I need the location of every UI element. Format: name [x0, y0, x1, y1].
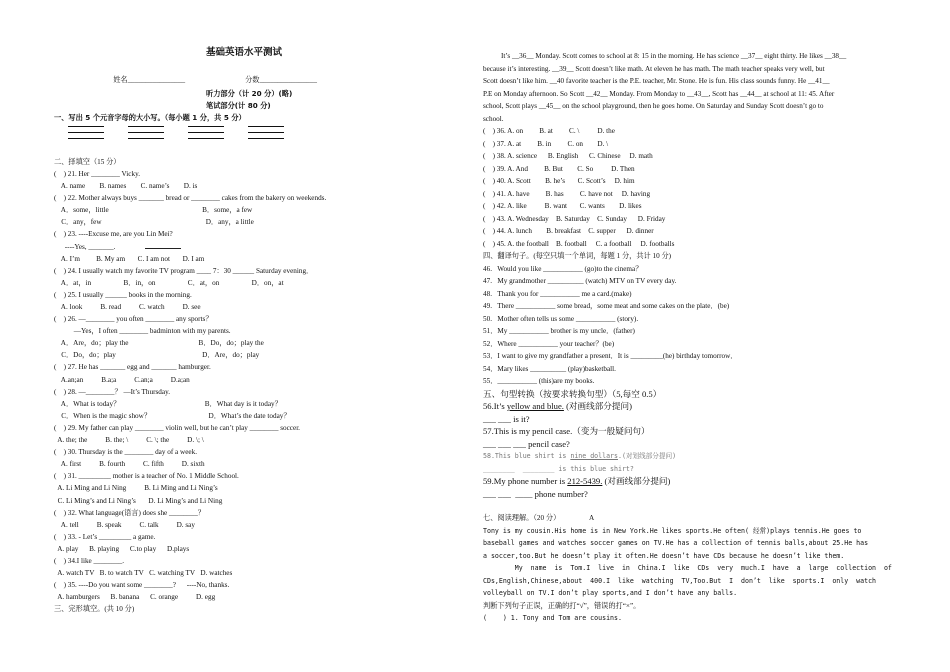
option-line: ( ) 38. A. science B. English C. Chinese D. math: [483, 152, 653, 160]
question-line: A. first B. fourth C. fifth D. sixth: [54, 460, 205, 469]
q59-underlined: 212-5439.: [567, 476, 603, 486]
question-line: ( ) 32. What language(语言) does she ________？: [54, 508, 205, 517]
reading-line: baseball games and watches soccer games on TV.He has a collection of tennis balls,about 25.He has: [483, 539, 869, 547]
q59-answer: ___ ___ ____ phone number?: [483, 488, 588, 499]
reading-line: CDs,English,Chinese,about 400.I like watching TV,Too.But I don’t like sports.I only watch: [483, 576, 877, 585]
passage-line: school, Scott plays __45__ on the school playground, then he goes home. On Saturday and Sunday Scott doesn’t go to: [483, 102, 824, 110]
name-score-line: [54, 62, 474, 84]
question-line: A. tell B. speak C. talk D. say: [54, 520, 195, 529]
section-7-header: 七、阅读理解。（20 分） A: [483, 514, 595, 522]
question-line: A．What is today？ B．What day is it today？: [54, 399, 282, 408]
section-5-header: 五、句型转换（按要求转换句型）（5,每空 0.5）: [483, 388, 662, 399]
translate-line: 51．My ___________ brother is my uncle．(father): [483, 327, 635, 335]
option-line: ( ) 40. A. Scott B. he’s C. Scott’s D. him: [483, 177, 635, 185]
q58-answer: ________ ________ is this blue shirt?: [483, 464, 634, 473]
translate-line: 55．___________ (this)are my books.: [483, 377, 595, 385]
question-line: [54, 241, 474, 253]
question-line: A. play B. playing C.to play D.plays: [54, 544, 190, 553]
writing-header: 笔试部分(计 80 分): [206, 100, 271, 110]
passage-line: school.: [483, 114, 504, 123]
section-4-header: 四、翻译句子。(每空只填一个单词，每题 1 分，共计 10 分): [483, 252, 672, 260]
reading-line: My name is Tom.I live in China.I like CDs very much.I have a large collection of: [483, 564, 892, 572]
cloze-options: [483, 125, 903, 388]
option-line: ( ) 39. A. And B. But C. So D. Then: [483, 164, 635, 173]
option-line: ( ) 44. A. lunch B. breakfast C. supper D. dinner: [483, 227, 654, 235]
q59-tail: (对画线部分提问): [602, 476, 671, 486]
left-questions: [54, 168, 474, 615]
score-label: 分数________________: [245, 75, 317, 84]
answer-blank: [145, 241, 181, 249]
page-title: 基础英语水平测试: [205, 47, 282, 58]
question-line: ( ) 31. _________ mother is a teacher of No. 1 Middle School.: [54, 472, 239, 481]
section-3-header: 三、完形填空。(共 10 分): [54, 605, 135, 614]
question-line: ( ) 29. My father can play ________ violin well, but he can’t play ________ soccer.: [54, 423, 300, 432]
cloze-passage: [483, 50, 903, 125]
name-label: 姓名________________: [113, 75, 186, 84]
answer-text: ----Yes, _______.: [54, 242, 116, 251]
reading-line: a soccer,too.But he doesn’t play it often.He doesn’t have CDs because he doesn’t like them.: [483, 551, 845, 560]
q58-text: 58.This blue shirt is: [483, 452, 571, 460]
question-line: ( ) 22. Mother always buys _______ bread or ________ cakes from the bakery on weekends.: [54, 194, 327, 203]
q56-tail: (对画线部分提问): [563, 401, 632, 411]
option-line: ( ) 41. A. have B. has C. have not D. having: [483, 189, 651, 198]
question-line: ( ) 28. —________？ —It’s Thursday.: [54, 387, 170, 396]
question-line: ( ) 26. —________ you often ________ any sports？: [54, 315, 213, 324]
question-line: ( ) 30. Thursday is the ________ day of a week.: [54, 448, 197, 457]
translate-line: 54．Mary likes __________ (play)basketball.: [483, 364, 616, 373]
judge-instruction: 判断下列句子正误，正确的打“√”，错误的打“×”。: [483, 601, 641, 610]
translate-line: 50. Mother often tells us some ___________ (story).: [483, 314, 639, 323]
q56-text: 56.It’s: [483, 401, 507, 411]
q57-line: 57.This is my pencil case.（变为一般疑问句）: [483, 426, 650, 436]
translate-line: 49. There ___________ some bread，some meat and some cakes on the plate．(be): [483, 302, 730, 310]
question-line: ( ) 35. ----Do you want some ________? ----No, thanks.: [54, 581, 230, 590]
q59-line: [483, 475, 903, 488]
question-line: ( ) 23. ----Excuse me, are you Lin Mei?: [54, 230, 173, 239]
question-line: A. watch TV B. to watch TV C. watching TV D. watches: [54, 569, 233, 578]
passage-line: It’s __36__ Monday. Scott comes to school at 8: 15 in the morning. He has science __37__ eight thirty. He likes __38__: [501, 52, 847, 60]
q58-tail: .(对划线部分提问): [617, 452, 677, 460]
question-line: A. look B. read C. watch D. see: [54, 303, 201, 311]
q56-underlined: yellow and blue.: [506, 401, 564, 411]
translate-line: 48. Thank you for ___________ me a card.(make): [483, 289, 632, 298]
question-line: ( ) 24. I usually watch my favorite TV program ____ 7：30 ______ Saturday evening．: [54, 266, 314, 275]
question-line: C．Do，do；play D．Are，do；play: [54, 351, 260, 360]
judge-question: ( ) 1. Tony and Tom are cousins.: [483, 614, 622, 622]
option-line: ( ) 42. A. like B. want C. wants D. likes: [483, 202, 642, 210]
listening-header: 听力部分（计 20 分）(略): [206, 88, 293, 98]
question-line: A.an;an B.a;a C.an;a D.a;an: [54, 375, 190, 384]
option-line: ( ) 43. A. Wednesday B. Saturday C. Sunday D. Friday: [483, 214, 666, 223]
question-line: A. the; the B. the; \ C. \; the D. \; \: [54, 436, 204, 445]
question-line: C．any，few D．any，a little: [54, 218, 254, 227]
left-column: [54, 0, 474, 615]
q56-answer: ___ ___ is it?: [483, 413, 530, 424]
q56-line: [483, 400, 903, 413]
question-line: A. hamburgers B. banana C. orange D. egg: [54, 593, 216, 602]
translate-line: 53．I want to give my grandfather a present．It is _________(he) birthday tomorrow．: [483, 352, 738, 360]
passage-line: because it’s interesting. __39__ Scott doesn’t like math. At eleven he has math. The math teacher speaks very well, but: [483, 64, 825, 73]
question-line: A．some，little B．some，a few: [54, 206, 253, 215]
question-line: C．When is the magic show？ D．What’s the date today？: [54, 411, 291, 420]
reading-line: Tony is my cousin.His home is in New York.He likes sports.He often( 经常)plays tennis.He goes to: [483, 526, 862, 535]
reading-passage: [483, 525, 903, 600]
section-1-header: 一、写出 5 个元音字母的大小写。（每小题 1 分，共 5 分）: [54, 112, 246, 122]
question-line: ( ) 34.I like ________.: [54, 556, 125, 565]
question-line: A. Li Ming and Li Ning B. Li Ming and Li Ning’s: [54, 484, 218, 493]
q57-answer: ___ ___ ___ pencil case?: [483, 438, 570, 449]
question-line: A．at，in B．in，on C．at，on D．on，at: [54, 278, 284, 287]
question-line: A. name B. names C. name’s D. is: [54, 182, 198, 191]
translate-line: 46. Would you like ___________ (go)to the cinema？: [483, 264, 643, 273]
question-line: ( ) 27. He has _______ egg and _______ hamburger.: [54, 363, 211, 372]
question-line: A．Are，do；play the B．Do，do；play the: [54, 339, 264, 348]
right-column: [483, 0, 903, 625]
question-line: —Yes，I often ________ badminton with my parents.: [54, 327, 231, 336]
q59-text: 59.My phone number is: [483, 476, 568, 486]
question-line: C. Li Ming’s and Li Ning’s D. Li Ming’s and Li Ning: [54, 496, 223, 505]
question-line: ( ) 33. - Let’s _________ a game.: [54, 532, 156, 541]
reading-line: volleyball on TV.I don’t play sports,and I don’t have any balls.: [483, 589, 738, 597]
vowel-answer-lines: [54, 124, 474, 152]
passage-line: Scott doesn’t like him. __40 favorite teacher is the P.E. teacher, Mr. Stone. He is fun. His class sounds funny. He __41__: [483, 77, 830, 85]
option-line: ( ) 36. A. on B. at C. \ D. the: [483, 127, 615, 135]
section-2-header: 二、择填空（15 分）: [54, 157, 121, 166]
option-line: ( ) 37. A. at B. in C. on D. \: [483, 139, 609, 148]
question-line: ( ) 25. I usually ______ books in the morning.: [54, 290, 192, 299]
translate-line: 47. My grandmother __________ (watch) MTV on TV every day.: [483, 277, 677, 285]
option-line: ( ) 45. A. the football B. football C. a football D. footballs: [483, 239, 675, 248]
translate-line: 52．Where ___________ your teacher？(be): [483, 339, 615, 348]
q58-line: [483, 450, 903, 463]
question-line: ( ) 21. Her ________ Vicky.: [54, 169, 141, 178]
passage-line: P.E on Monday afternoon. So Scott __42__ Monday. From Monday to __43__, Scott has __44__ at school at 11: 45. After: [483, 89, 835, 98]
q58-underlined: nine dollars: [570, 452, 618, 460]
question-line: A. I’m B. My am C. I am not D. I am: [54, 254, 205, 263]
